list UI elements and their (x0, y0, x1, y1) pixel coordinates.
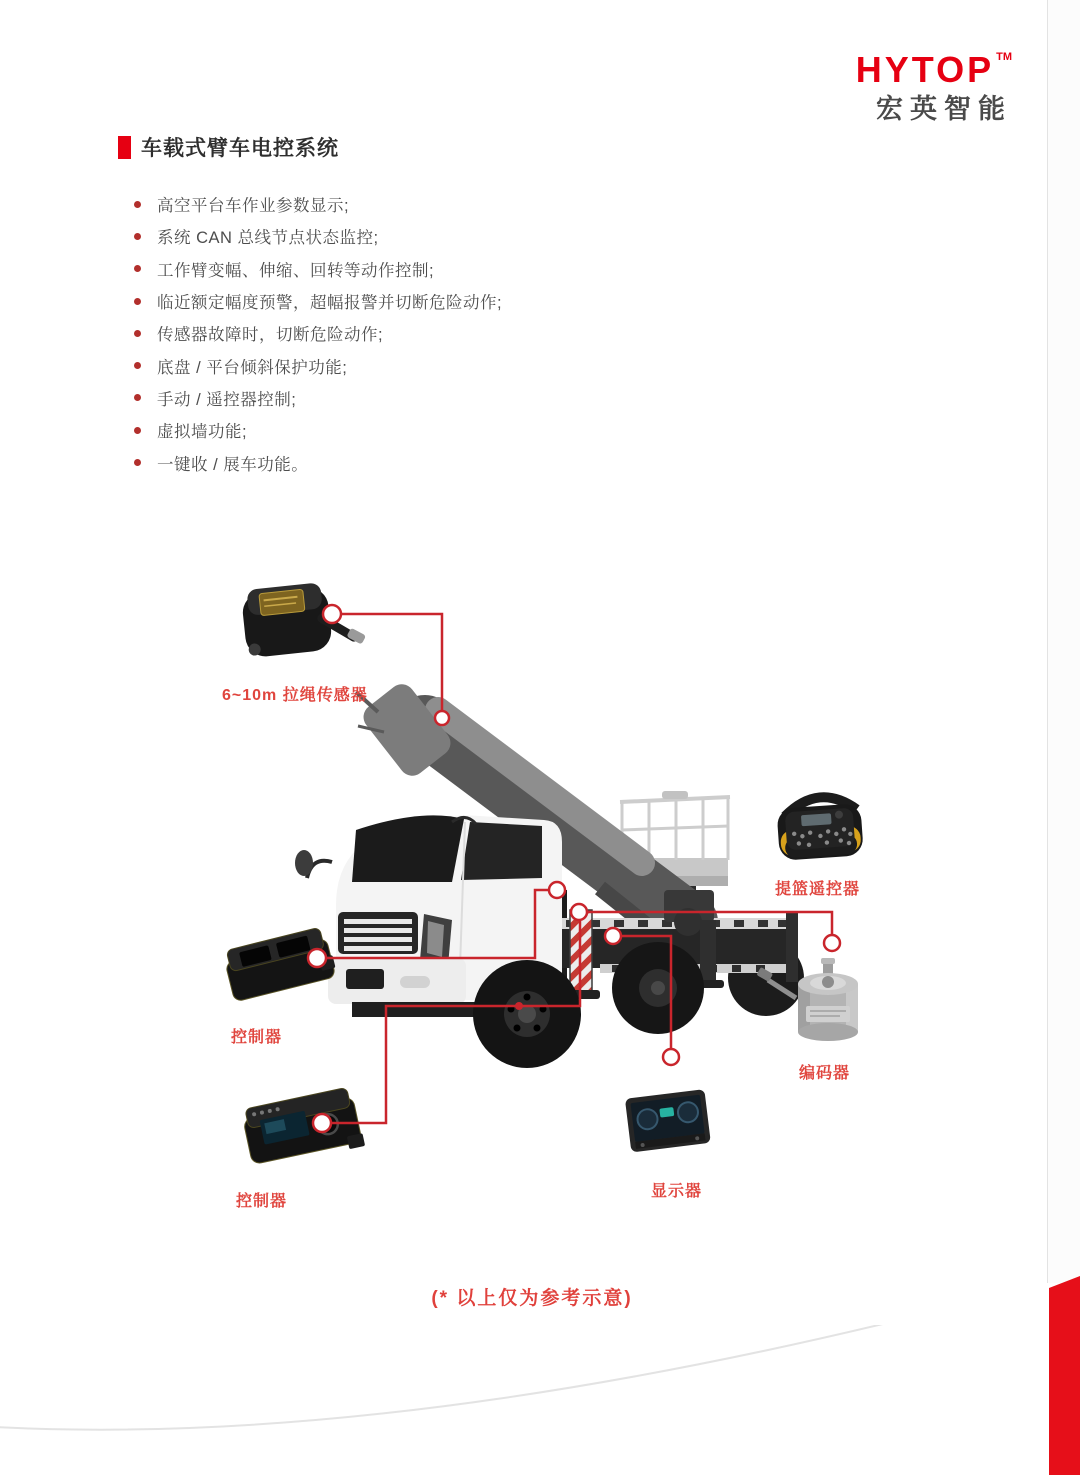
list-item (134, 253, 502, 285)
page-edge-strip (1048, 0, 1080, 1283)
footnote: (* 以上仅为参考示意) (431, 1288, 633, 1309)
list-item (134, 220, 502, 252)
list-item (134, 414, 502, 446)
list-item (134, 317, 502, 349)
bullet-dot (134, 427, 141, 434)
page-edge-line (1047, 0, 1048, 1283)
feature-text: 工作臂变幅、伸缩、回转等动作控制; (157, 261, 435, 280)
list-item (134, 188, 502, 220)
truck-illustration (295, 679, 804, 1068)
list-item (134, 349, 502, 381)
feature-text: 传感器故障时，切断危险动作; (157, 326, 384, 345)
rope-sensor-device (240, 578, 367, 658)
bullet-dot (134, 394, 141, 401)
logo-brand-text: HYTOP (855, 49, 995, 90)
bullet-dot (134, 459, 141, 466)
bullet-dot (134, 362, 141, 369)
label-rope-sensor: 6~10m 拉绳传感器 (222, 687, 368, 704)
feature-text: 手动 / 遥控器控制; (157, 390, 297, 409)
logo-subtitle: 宏英智能 (876, 94, 1012, 124)
remote-device (776, 795, 864, 861)
display-device (625, 1089, 711, 1152)
bullet-dot (134, 201, 141, 208)
red-corner-decoration (1045, 1270, 1080, 1475)
feature-text: 系统 CAN 总线节点状态监控; (157, 229, 379, 248)
feature-text: 虚拟墙功能; (157, 423, 248, 442)
label-controller-2: 控制器 (236, 1193, 288, 1210)
page-title: 车载式臂车电控系统 (141, 137, 339, 160)
bullet-dot (134, 265, 141, 272)
label-encoder: 编码器 (799, 1065, 851, 1082)
feature-text: 高空平台车作业参数显示; (157, 197, 350, 216)
bullet-dot (134, 330, 141, 337)
list-item (134, 285, 502, 317)
title-accent-bar (118, 136, 131, 159)
bullet-dot (134, 233, 141, 240)
logo-tm-mark: TM (996, 51, 1012, 63)
label-basket-remote: 提篮遥控器 (775, 881, 861, 898)
section-title-row (118, 132, 339, 162)
feature-list (134, 188, 502, 479)
list-item (134, 382, 502, 414)
label-controller-1: 控制器 (231, 1029, 283, 1046)
system-diagram (0, 560, 1080, 1240)
label-display: 显示器 (651, 1183, 703, 1200)
logo (855, 49, 1012, 124)
feature-text: 一键收 / 展车功能。 (157, 455, 309, 474)
controller2-device (241, 1086, 365, 1169)
feature-text: 临近额定幅度预警，超幅报警并切断危险动作; (157, 294, 503, 313)
feature-text: 底盘 / 平台倾斜保护功能; (157, 358, 348, 377)
bottom-curve (0, 1325, 1080, 1475)
bullet-dot (134, 298, 141, 305)
list-item (134, 446, 502, 478)
